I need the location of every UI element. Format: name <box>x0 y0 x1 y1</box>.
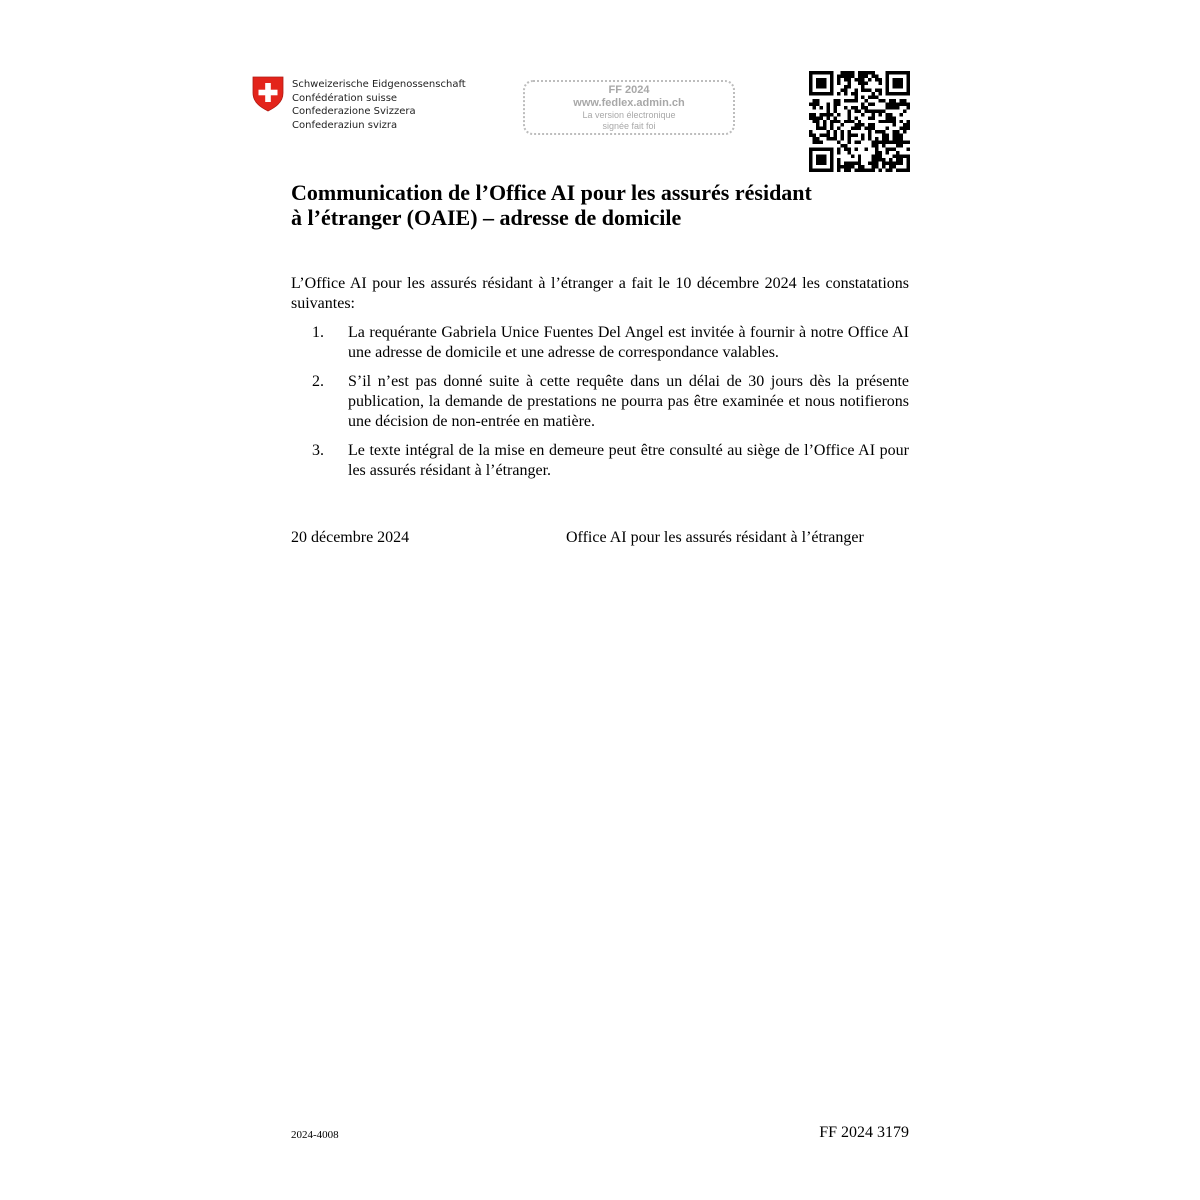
page-title-line2: à l’étranger (OAIE) – adresse de domicile <box>291 205 682 230</box>
ff-reference: FF 2024 3179 <box>819 1124 909 1141</box>
page-title <box>291 180 911 230</box>
confederation-names <box>292 78 466 132</box>
document-number: 2024-4008 <box>291 1129 339 1141</box>
findings-list <box>291 323 909 490</box>
confederation-name-it: Confederazione Svizzera <box>292 106 416 117</box>
list-item-text: La requérante Gabriela Unice Fuentes Del Angel est invitée à fournir à notre Office AI une adresse de domicile et une adresse de correspondance valables. <box>348 324 909 361</box>
signatory: Office AI pour les assurés résidant à l’étranger <box>566 529 864 546</box>
list-item-number: 2. <box>312 373 324 390</box>
stamp-ff-year: FF 2024 <box>608 84 650 96</box>
stamp-note-line1: La version électronique <box>582 110 676 120</box>
qr-code-icon <box>809 71 910 172</box>
confederation-name-rm: Confederaziun svizra <box>292 119 398 131</box>
confederation-name-fr: Confédération suisse <box>292 92 398 104</box>
confederation-name-de: Schweizerische Eidgenossenschaft <box>292 79 466 90</box>
fedlex-stamp <box>523 80 735 135</box>
list-item-text: S’il n’est pas donné suite à cette requête dans un délai de 30 jours dès la présente publication, la demande de prestations ne pourra pas être examinée et nous notifierons une décision de non-entrée en matière. <box>348 373 909 430</box>
list-item <box>291 372 909 432</box>
list-item <box>291 441 909 481</box>
document-date: 20 décembre 2024 <box>291 529 410 546</box>
stamp-url: www.fedlex.admin.ch <box>573 97 685 109</box>
stamp-note-line2: signée fait foi <box>602 121 656 131</box>
swiss-coat-of-arms-icon <box>252 76 284 112</box>
intro-paragraph: L’Office AI pour les assurés résidant à l’étranger a fait le 10 décembre 2024 les constatations suivantes: <box>291 275 909 312</box>
list-item-number: 1. <box>312 324 324 341</box>
page-title-line1: Communication de l’Office AI pour les assurés résidant <box>291 180 812 205</box>
list-item-number: 3. <box>312 442 324 459</box>
list-item <box>291 323 909 363</box>
list-item-text: Le texte intégral de la mise en demeure peut être consulté au siège de l’Office AI pour les assurés résidant à l’étranger. <box>348 442 909 479</box>
